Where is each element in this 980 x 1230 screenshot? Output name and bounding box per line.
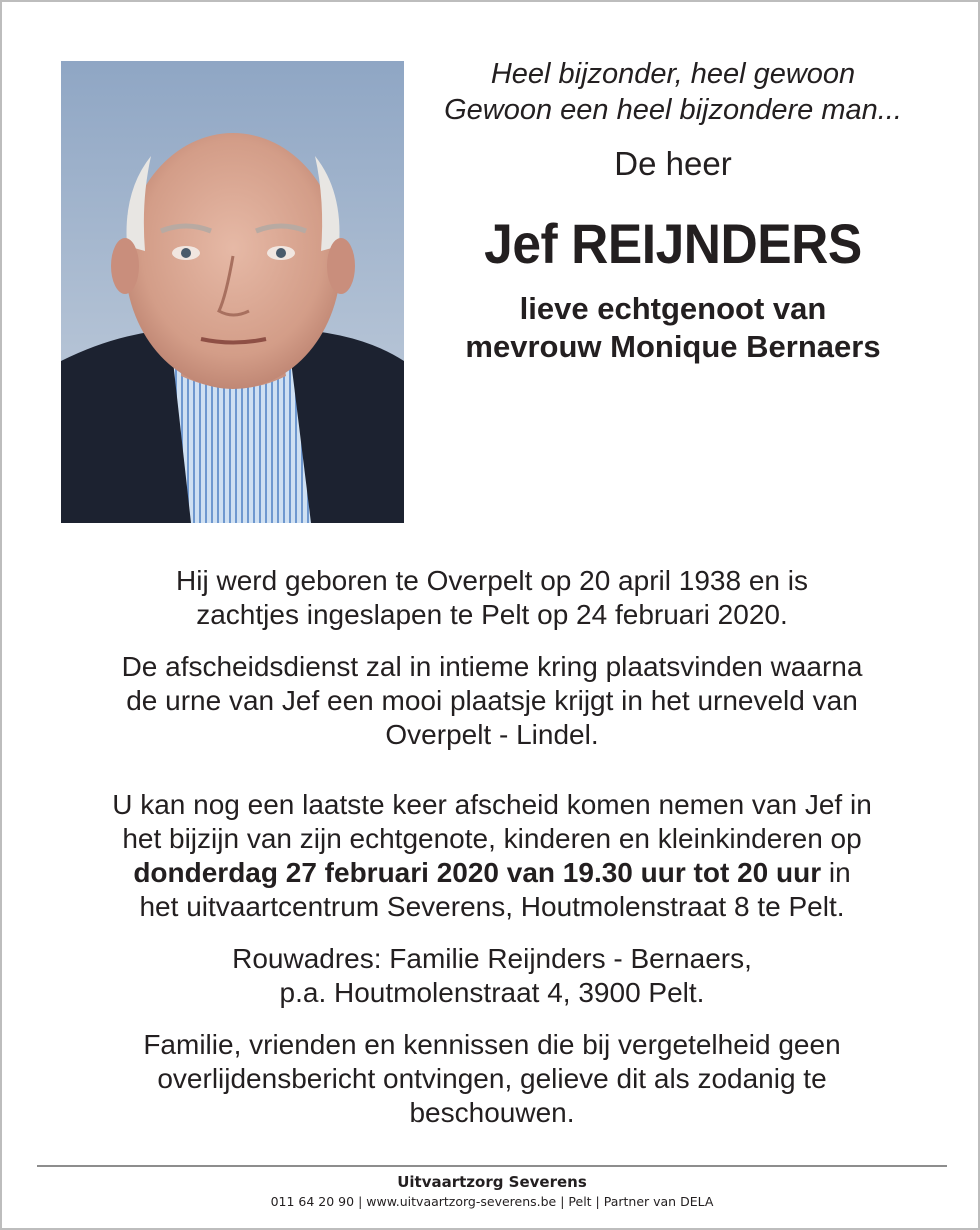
deceased-name: Jef REIJNDERS	[484, 212, 862, 275]
portrait-photo	[61, 61, 404, 523]
quote-line-2: Gewoon een heel bijzondere man...	[444, 94, 902, 126]
quote-line-1: Heel bijzonder, heel gewoon	[490, 58, 856, 90]
closing-line-3: beschouwen.	[409, 1097, 575, 1128]
farewell-line-1: U kan nog een laatste keer afscheid komen nemen van Jef in	[112, 789, 872, 820]
farewell-in: in	[821, 857, 851, 888]
salutation: De heer	[614, 145, 732, 182]
farewell-line-4: het uitvaartcentrum Severens, Houtmolenstraat 8 te Pelt.	[139, 891, 845, 922]
relation-line-2: mevrouw Monique Bernaers	[465, 329, 881, 364]
address-paragraph	[42, 942, 942, 1010]
closing-line-1: Familie, vrienden en kennissen die bij vergetelheid geen	[143, 1029, 841, 1060]
farewell-datetime: donderdag 27 februari 2020 van 19.30 uur tot 20 uur	[133, 857, 822, 888]
birth-line-2: zachtjes ingeslapen te Pelt op 24 februari 2020.	[196, 599, 788, 630]
notice-body	[42, 564, 942, 1148]
funeral-company-info: 011 64 20 90 | www.uitvaartzorg-severens.be | Pelt | Partner van DELA	[270, 1194, 714, 1209]
address-line-2: p.a. Houtmolenstraat 4, 3900 Pelt.	[279, 977, 705, 1008]
birth-paragraph	[42, 564, 942, 632]
birth-line-1: Hij werd geboren te Overpelt op 20 april 1938 en is	[176, 565, 808, 596]
funeral-company-name: Uitvaartzorg Severens	[397, 1173, 587, 1191]
farewell-line-2: het bijzijn van zijn echtgenote, kinderen en kleinkinderen op	[122, 823, 862, 854]
service-paragraph	[42, 650, 942, 752]
footer-divider	[37, 1165, 947, 1167]
service-line-3: Overpelt - Lindel.	[385, 719, 599, 750]
relation-line-1: lieve echtgenoot van	[519, 291, 827, 326]
farewell-paragraph	[42, 788, 942, 924]
footer	[37, 1172, 947, 1212]
notice-header	[416, 56, 930, 366]
service-line-2: de urne van Jef een mooi plaatsje krijgt in het urneveld van	[126, 685, 858, 716]
closing-paragraph	[42, 1028, 942, 1130]
closing-line-2: overlijdensbericht ontvingen, gelieve dit als zodanig te	[157, 1063, 827, 1094]
address-line-1: Rouwadres: Familie Reijnders - Bernaers,	[232, 943, 752, 974]
service-line-1: De afscheidsdienst zal in intieme kring plaatsvinden waarna	[121, 651, 863, 682]
